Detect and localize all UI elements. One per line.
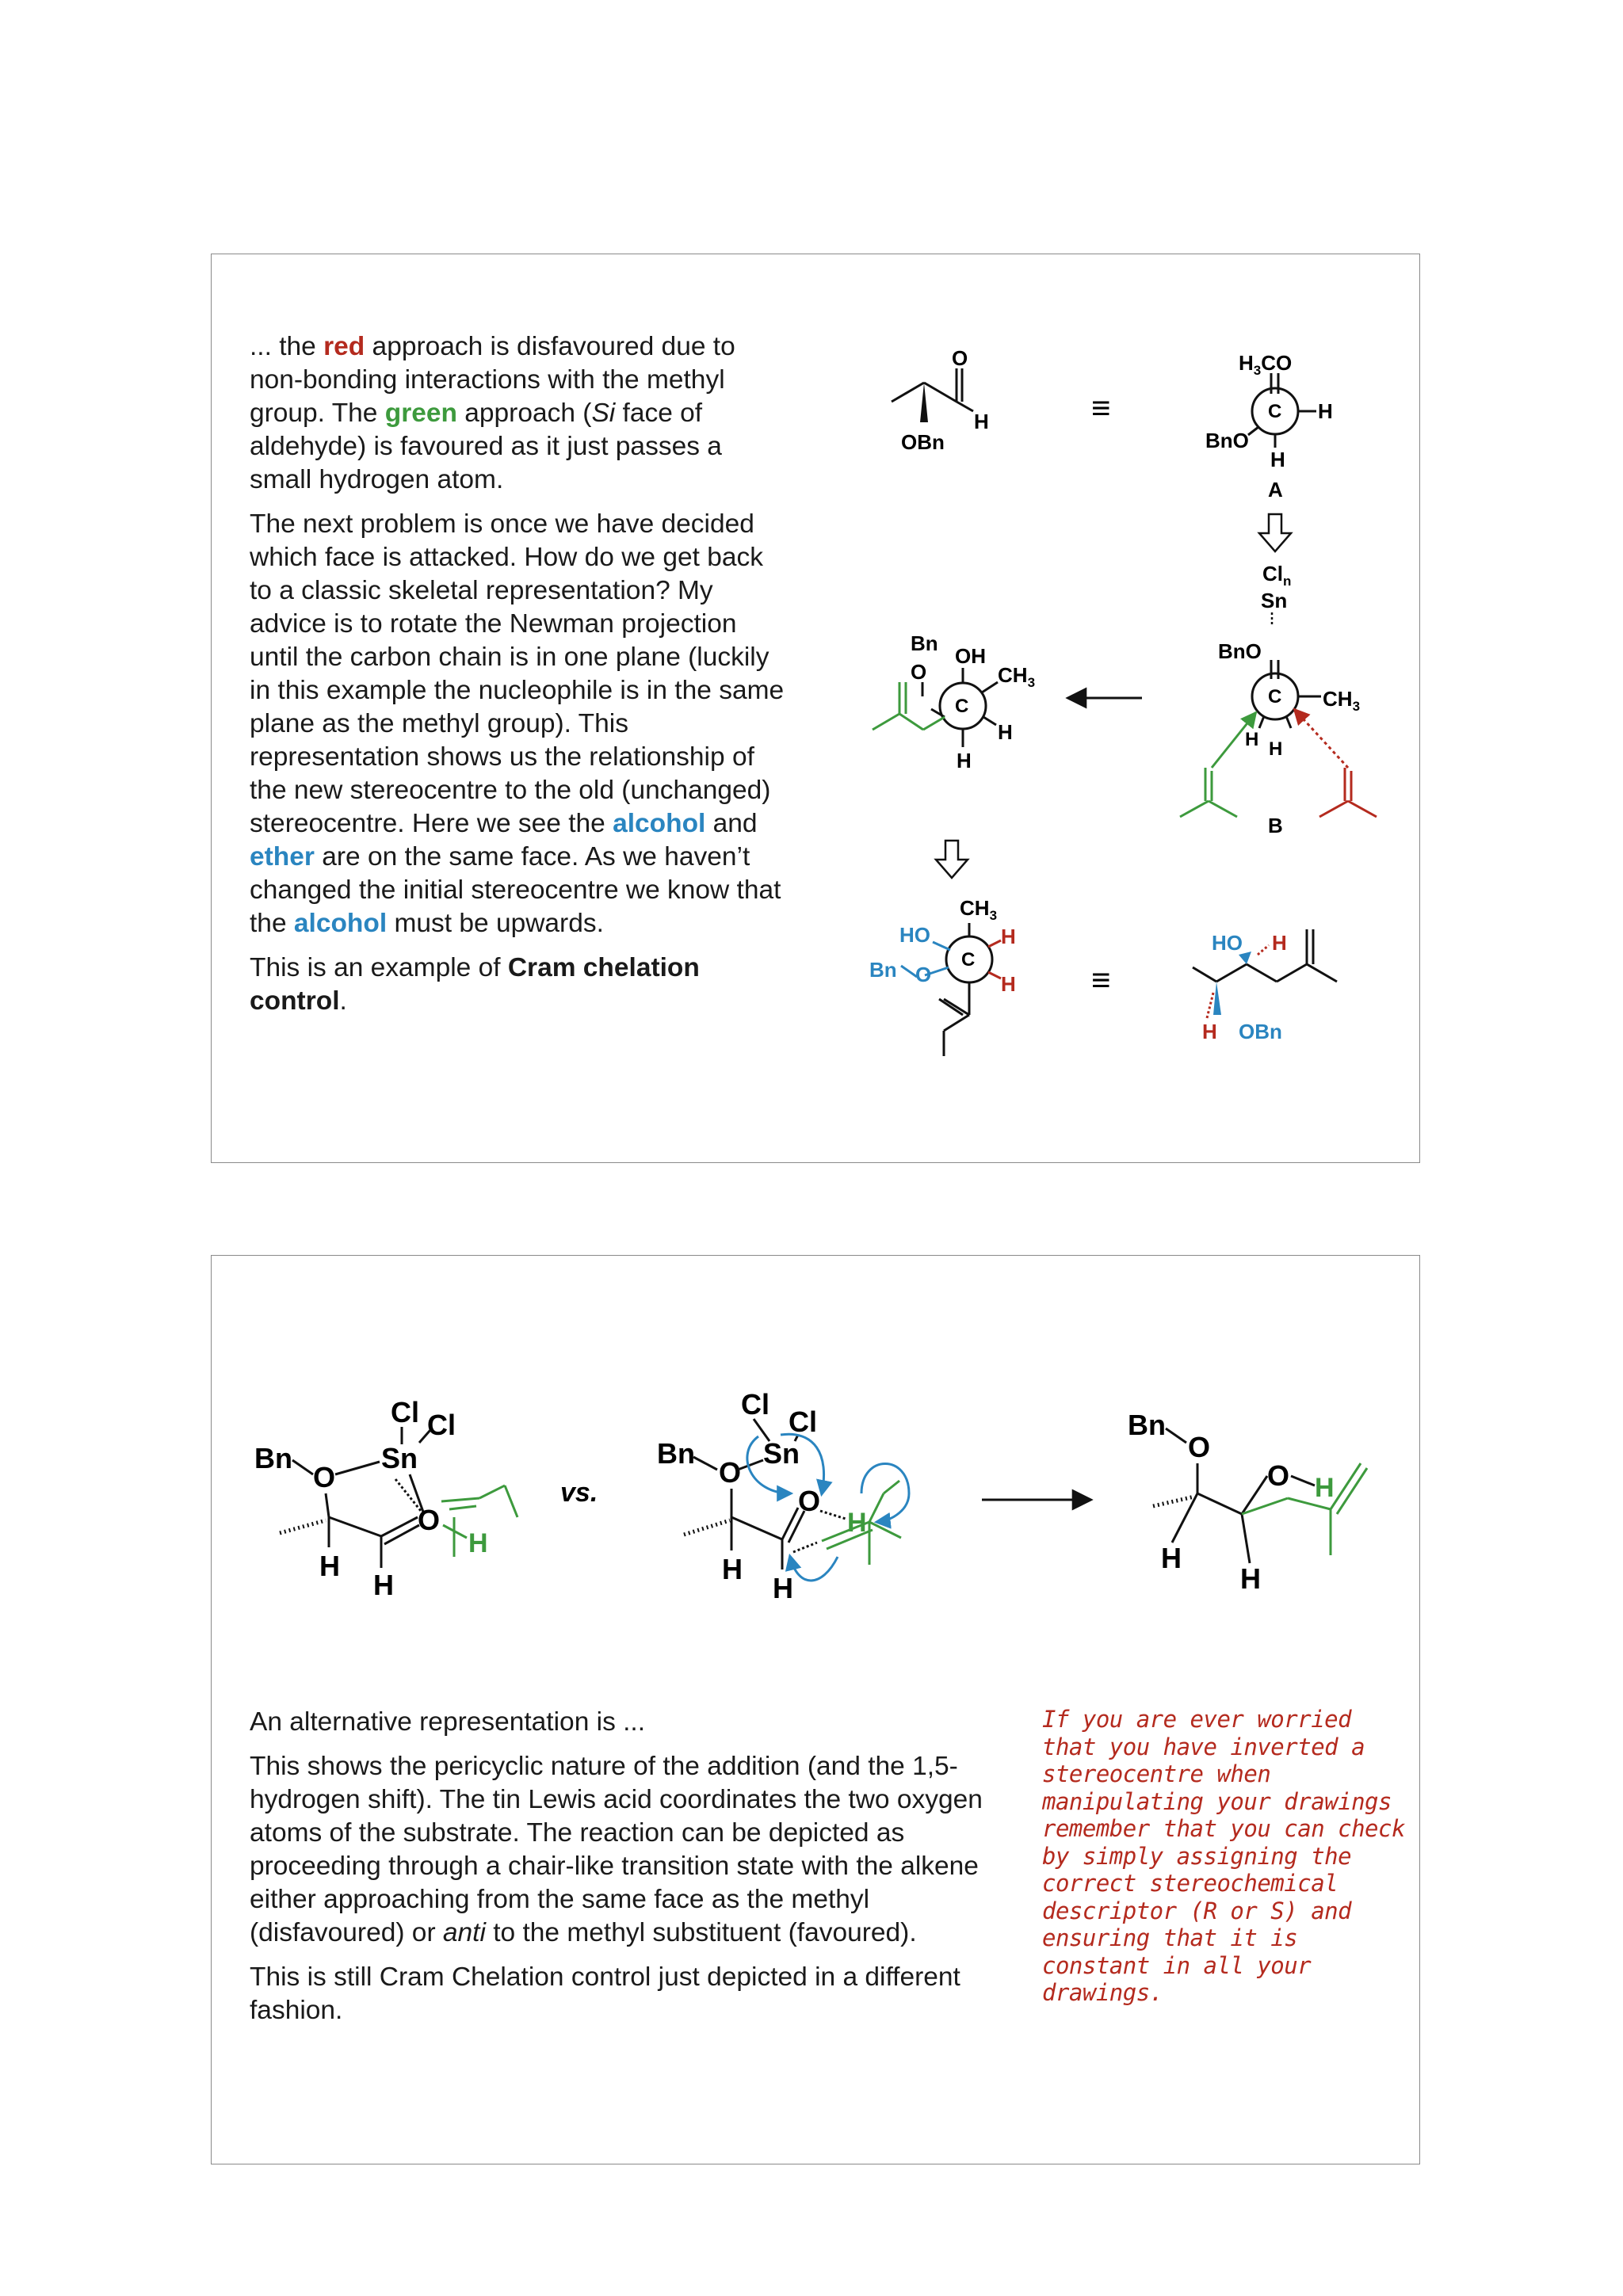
svg-text:H: H xyxy=(722,1553,743,1585)
atom-label: H xyxy=(1269,738,1283,760)
slide-pericyclic-representation xyxy=(211,1255,1420,2164)
slide1-schemes xyxy=(212,254,1421,1164)
ether-term: ether xyxy=(250,842,315,871)
atom-label: H xyxy=(1202,1020,1217,1043)
svg-text:O: O xyxy=(1267,1459,1290,1492)
green-alkene-nucleophile xyxy=(1180,712,1259,817)
atom-label: C xyxy=(1268,686,1282,707)
atom-label: H xyxy=(1001,972,1016,996)
svg-text:Sn: Sn xyxy=(381,1442,418,1474)
transition-state-disfavoured xyxy=(254,1396,517,1601)
atom-label: H xyxy=(974,410,989,433)
atom-label: Bn xyxy=(911,631,938,655)
hydroxyl-label: HO xyxy=(1212,931,1243,955)
svg-text:Sn: Sn xyxy=(763,1437,800,1470)
svg-text:H: H xyxy=(847,1508,867,1538)
svg-text:Bn: Bn xyxy=(1128,1409,1166,1441)
equivalent-symbol: ≡ xyxy=(1091,389,1111,426)
atom-label: H xyxy=(1001,925,1016,948)
atom-label: Sn xyxy=(1261,589,1288,612)
atom-label: C xyxy=(955,696,969,717)
structure-label-a: A xyxy=(1268,478,1283,502)
alcohol-term: alcohol xyxy=(613,809,706,838)
atom-label: OBn xyxy=(901,430,945,454)
atom-label: C xyxy=(961,949,976,971)
svg-text:Cl: Cl xyxy=(741,1388,769,1421)
svg-text:O: O xyxy=(719,1456,742,1489)
svg-text:Bn: Bn xyxy=(657,1437,695,1470)
atom-label: $CH_3$ xyxy=(998,663,1036,690)
slide-cram-chelation xyxy=(211,254,1420,1163)
svg-text:O: O xyxy=(418,1504,441,1536)
svg-text:O: O xyxy=(313,1461,336,1493)
atom-label: H xyxy=(1270,448,1285,471)
atom-label: $CH_3$ xyxy=(960,896,998,923)
paragraph-newman: The next problem is once we have decided which face is attacked. How do we get back to a classic skeletal representation? My advice is to rotate the Newman projection until the carbon chain is in one plane (luckily in this example the nucleophile is in the same plane as the methyl group). This representation shows us the relationship of the new stereocentre to the old (unchanged) stereocentre. Here we see the alcohol and ether are on the same face. As we haven’t changed the initial stereocentre we know that the alcohol must be upwards. xyxy=(250,509,785,938)
slide2-text xyxy=(250,1706,1002,2039)
green-term: green xyxy=(384,399,457,428)
alcohol-term: alcohol xyxy=(293,909,388,938)
benzyl-label: Bn xyxy=(869,958,897,982)
paragraph-pericyclic: This shows the pericyclic nature of the addition (and the 1,5-hydrogen shift). The tin Lewis acid coordinates the two oxygen atoms of the substrate. The reaction can be depicted as proceeding through a chair-like transition state with the alkene either approaching from the same face as the methyl (disfavoured) or anti to the methyl substituent (favoured). xyxy=(250,1752,983,1947)
structure-label-b: B xyxy=(1268,814,1283,837)
handwritten-note: If you are ever worried that you have inverted a stereocentre when manipulating your drawings remember that you can check by simply assigning the correct stereochemical descriptor (R or S) and ensuring that it is constant in all your drawings. xyxy=(1042,1706,1405,2006)
svg-text:H: H xyxy=(373,1569,394,1601)
newman-projection-a xyxy=(1248,373,1316,448)
paragraph-conclusion: This is an example of Cram chelation control. xyxy=(250,953,700,1016)
paragraph-approach: ... the red approach is disfavoured due to non-bonding interactions with the methyl group. The green approach (Si face of aldehyde) is favoured as it just passes a small hydrogen atom. xyxy=(250,332,735,494)
paragraph-summary: This is still Cram Chelation control just depicted in a different fashion. xyxy=(250,1962,960,2025)
red-alkene-nucleophile xyxy=(1294,709,1377,817)
atom-label: H xyxy=(957,749,972,772)
aldehyde-structure xyxy=(892,368,973,422)
arrow-down-icon xyxy=(936,841,968,878)
svg-text:H: H xyxy=(468,1528,488,1558)
atom-label: H xyxy=(998,720,1013,744)
svg-text:Cl: Cl xyxy=(427,1409,456,1441)
atom-label: $CH_3$ xyxy=(1323,687,1361,714)
paragraph-intro: An alternative representation is ... xyxy=(250,1707,646,1737)
newman-product-final xyxy=(939,923,992,1056)
atom-label: H xyxy=(1272,931,1287,955)
benzyloxy-label: OBn xyxy=(1239,1020,1282,1043)
newman-projection-b xyxy=(1252,660,1321,728)
svg-text:H: H xyxy=(319,1550,340,1582)
atom-label: H xyxy=(1245,729,1259,750)
svg-text:Cl: Cl xyxy=(391,1396,419,1428)
svg-text:O: O xyxy=(798,1485,821,1517)
svg-text:Bn: Bn xyxy=(254,1442,292,1474)
homoallylic-alcohol-product xyxy=(1128,1409,1367,1595)
versus-label: vs. xyxy=(560,1478,598,1508)
svg-text:H: H xyxy=(773,1572,793,1604)
atom-label: BnO xyxy=(1218,639,1262,663)
equivalent-symbol: ≡ xyxy=(1091,961,1111,998)
hydroxyl-label: HO xyxy=(899,923,930,947)
green-allyl-chain xyxy=(873,682,945,730)
slide2-schemes xyxy=(212,1256,1421,1684)
atom-label: BnO xyxy=(1205,429,1249,452)
red-term: red xyxy=(323,332,365,361)
svg-text:H: H xyxy=(1161,1542,1182,1574)
svg-text:O: O xyxy=(1188,1431,1211,1463)
svg-text:Cl: Cl xyxy=(789,1405,817,1438)
svg-text:H: H xyxy=(1240,1562,1261,1595)
atom-label: O xyxy=(911,660,927,684)
svg-text:H: H xyxy=(1315,1473,1335,1503)
atom-label: O xyxy=(915,963,932,986)
atom-label: C xyxy=(1268,401,1282,422)
atom-label: H xyxy=(1318,399,1333,423)
atom-label: $Cl_n$ xyxy=(1262,562,1292,589)
atom-label: O xyxy=(952,346,968,370)
transition-state-favoured xyxy=(657,1388,909,1604)
atom-label: $H_3CO$ xyxy=(1239,351,1293,378)
arrow-down-icon xyxy=(1259,514,1291,551)
atom-label: OH xyxy=(955,644,986,668)
